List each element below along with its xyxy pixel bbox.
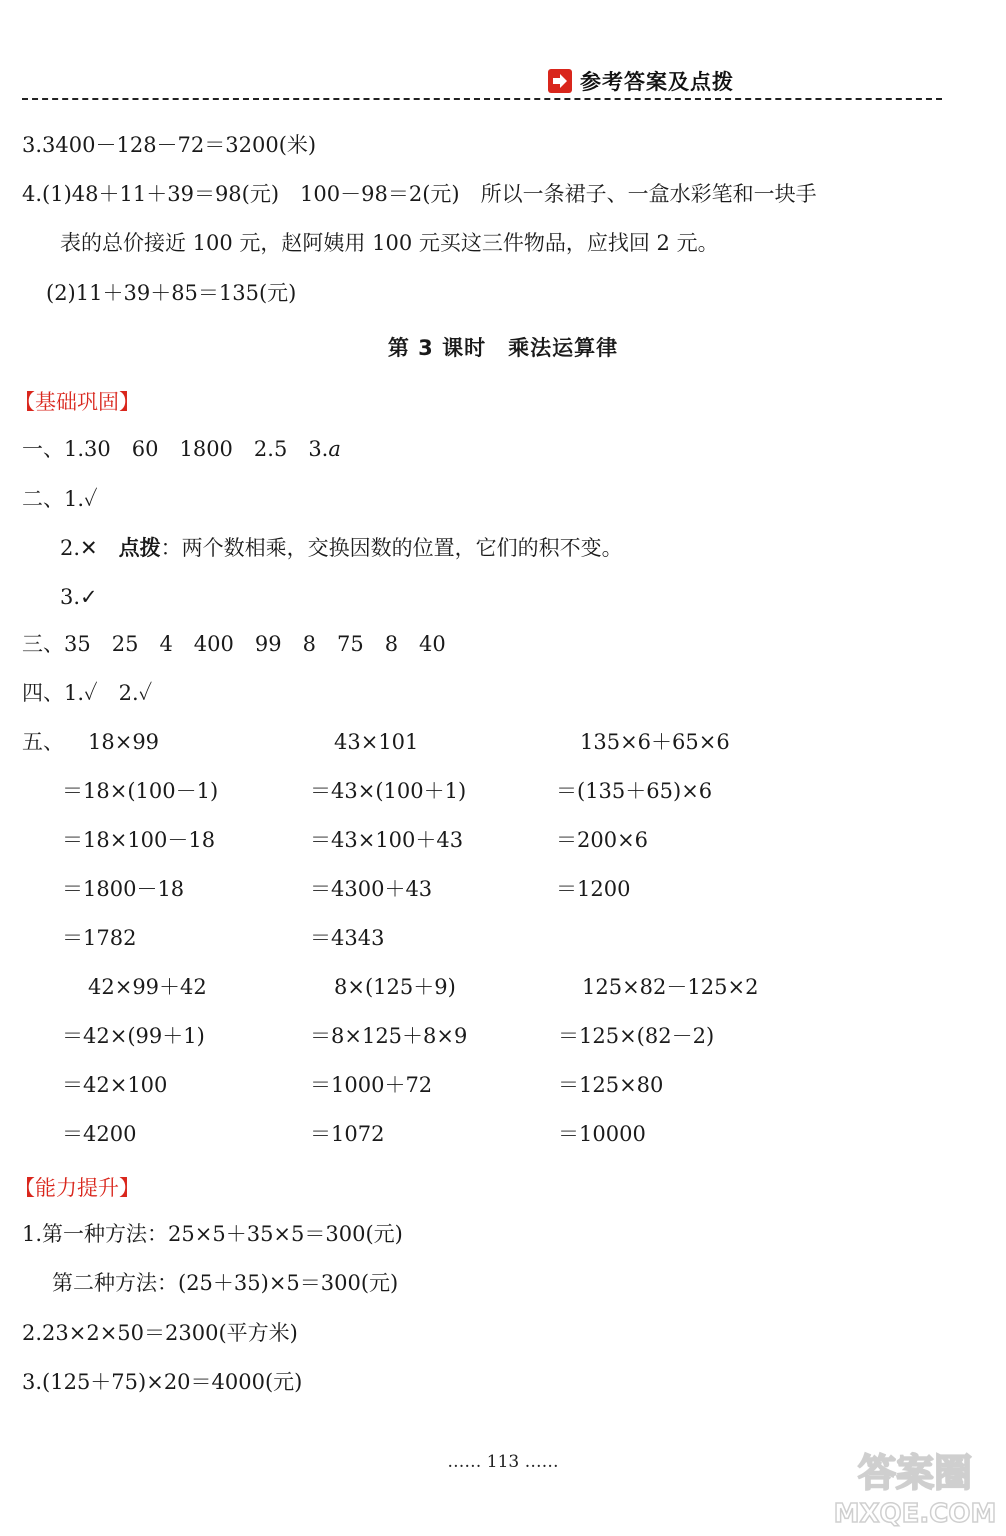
calc-step: ＝4300＋43 — [310, 877, 433, 901]
calc-step: 125×82－125×2 — [582, 975, 759, 999]
tip-label: 点拨 — [118, 536, 161, 560]
calc-step: ＝1200 — [556, 877, 631, 901]
answer-line: 三、35 25 4 400 99 8 75 8 40 — [22, 632, 446, 656]
calc-step: ＝42×100 — [62, 1073, 168, 1097]
answer-line: 第二种方法：(25＋35)×5＝300(元) — [52, 1271, 399, 1295]
section-label-ability: 【能力提升】 — [14, 1176, 140, 1200]
answer-text: 2.✕ — [60, 536, 119, 560]
calc-step: ＝43×100＋43 — [310, 828, 464, 852]
page-dots-right: …… — [524, 1452, 559, 1472]
calc-step: 42×99＋42 — [88, 975, 207, 999]
calc-step: ＝42×(99＋1) — [62, 1024, 205, 1048]
question-label: 五、 — [22, 730, 64, 754]
calc-step: ＝10000 — [558, 1122, 646, 1146]
answer-text: 一、1.30 60 1800 2.5 3. — [22, 437, 329, 461]
answer-line: 4.(1)48＋11＋39＝98(元) 100－98＝2(元) 所以一条裙子、一盒水彩笔和一块手 — [22, 182, 817, 206]
variable-a: a — [328, 437, 341, 461]
answer-line: 3.3400－128－72＝3200(米) — [22, 133, 317, 157]
answer-line: 3.✓ — [60, 585, 98, 609]
calc-step: ＝8×125＋8×9 — [310, 1024, 468, 1048]
tip-text: ：两个数相乘，交换因数的位置，它们的积不变。 — [160, 536, 623, 560]
calc-step: ＝18×100－18 — [62, 828, 216, 852]
page-header — [548, 66, 734, 96]
answer-line: 二、1.✓ — [22, 487, 98, 511]
header-title: 参考答案及点拨 — [580, 70, 734, 94]
answer-line — [22, 436, 341, 462]
answer-line: 1.第一种方法：25×5＋35×5＝300(元) — [22, 1222, 403, 1246]
answer-line: 3.(125＋75)×20＝4000(元) — [22, 1370, 303, 1394]
section-label-basic: 【基础巩固】 — [14, 390, 140, 414]
section-label-text: 能力提升 — [35, 1176, 119, 1200]
calc-step: ＝200×6 — [556, 828, 649, 852]
watermark-text-2: MXQE.COM — [833, 1499, 997, 1529]
calc-step: ＝1782 — [62, 926, 137, 950]
watermark-logo — [830, 1440, 1000, 1530]
calc-step: 8×(125＋9) — [334, 975, 456, 999]
answer-line: 四、1.✓ 2.✓ — [22, 681, 153, 705]
calc-step: ＝1072 — [310, 1122, 385, 1146]
calc-step: ＝43×(100＋1) — [310, 779, 467, 803]
watermark-text-1: 答案圈 — [857, 1451, 973, 1495]
calc-step: ＝18×(100－1) — [62, 779, 219, 803]
calc-step: ＝1000＋72 — [310, 1073, 433, 1097]
arrow-right-icon — [548, 69, 572, 93]
calc-step: ＝4200 — [62, 1122, 137, 1146]
calc-step: 135×6＋65×6 — [580, 730, 730, 754]
calc-step: ＝125×80 — [558, 1073, 664, 1097]
answer-line — [60, 535, 623, 561]
calc-step: ＝125×(82－2) — [558, 1024, 715, 1048]
calc-step: 43×101 — [334, 730, 419, 754]
calc-step: ＝(135＋65)×6 — [556, 779, 713, 803]
answer-line: (2)11＋39＋85＝135(元) — [46, 281, 297, 305]
answer-line: 表的总价接近 100 元，赵阿姨用 100 元买这三件物品，应找回 2 元。 — [60, 231, 719, 255]
lesson-title: 第 3 课时 乘法运算律 — [387, 336, 619, 360]
section-label-text: 基础巩固 — [35, 390, 119, 414]
calc-step: 18×99 — [88, 730, 160, 754]
calc-step: ＝4343 — [310, 926, 385, 950]
header-divider — [22, 98, 942, 100]
answer-line: 2.23×2×50＝2300(平方米) — [22, 1321, 298, 1345]
page-number-value: 113 — [486, 1452, 520, 1472]
calc-step: ＝1800－18 — [62, 877, 185, 901]
page-dots-left: …… — [447, 1452, 482, 1472]
